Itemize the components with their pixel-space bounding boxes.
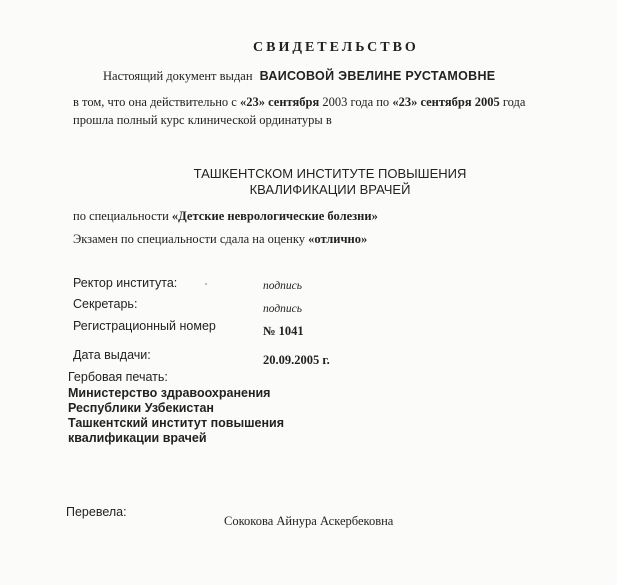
specialty-label: по специальности [73, 209, 169, 223]
period-text-1: в том, что она действительно с [73, 95, 237, 109]
registration-label: Регистрационный номер [73, 319, 216, 333]
secretary-signature: подпись [263, 303, 303, 315]
start-year: 2003 [322, 95, 348, 109]
issued-to-line [103, 69, 495, 84]
start-day: «23» [239, 95, 265, 109]
seal-text [68, 386, 284, 446]
specialty-line [73, 209, 378, 224]
course-line: прошла полный курс клинической ординатуры в [73, 113, 332, 127]
period-line [73, 95, 525, 110]
exam-line [73, 232, 367, 247]
secretary-label: Секретарь: [73, 297, 138, 311]
period-text-3: года [502, 95, 526, 109]
issue-date-value: 20.09.2005 г. [263, 353, 330, 367]
end-day: «23» [392, 95, 418, 109]
seal-line-3: Ташкентский институт повышения [68, 416, 285, 430]
start-month: сентября [268, 95, 320, 109]
translator-name: Сококова Айнура Аскербековна [224, 514, 394, 528]
seal-label: Гербовая печать: [68, 370, 168, 384]
institute-line-1: ТАШКЕНТСКОМ ИНСТИТУТЕ ПОВЫШЕНИЯ [193, 166, 467, 181]
issue-date-label: Дата выдачи: [73, 348, 151, 362]
end-month: сентября [420, 95, 472, 109]
issued-to-prefix: Настоящий документ выдан [103, 69, 253, 83]
exam-label: Экзамен по специальности сдала на оценку [73, 232, 305, 246]
institute-line-2: КВАЛИФИКАЦИИ ВРАЧЕЙ [249, 182, 411, 197]
end-year: 2005 [474, 95, 500, 109]
rector-signature: подпись [263, 280, 303, 292]
period-text-2: года по [350, 95, 390, 109]
exam-grade: «отлично» [308, 232, 368, 246]
seal-line-4: квалификации врачей [68, 431, 207, 445]
document-title: СВИДЕТЕЛЬСТВО [253, 40, 419, 55]
seal-line-1: Министерство здравоохранения [68, 386, 271, 400]
specialty-value: «Детские неврологические болезни» [171, 209, 378, 223]
rector-label: Ректор института: [73, 276, 178, 290]
recipient-name: ВАИСОВОЙ ЭВЕЛИНЕ РУСТАМОВНЕ [259, 69, 496, 83]
scan-speck [205, 283, 207, 285]
institute-name [180, 166, 480, 198]
translator-label: Перевела: [66, 505, 127, 519]
registration-number: № 1041 [263, 324, 304, 338]
seal-line-2: Республики Узбекистан [68, 401, 214, 415]
